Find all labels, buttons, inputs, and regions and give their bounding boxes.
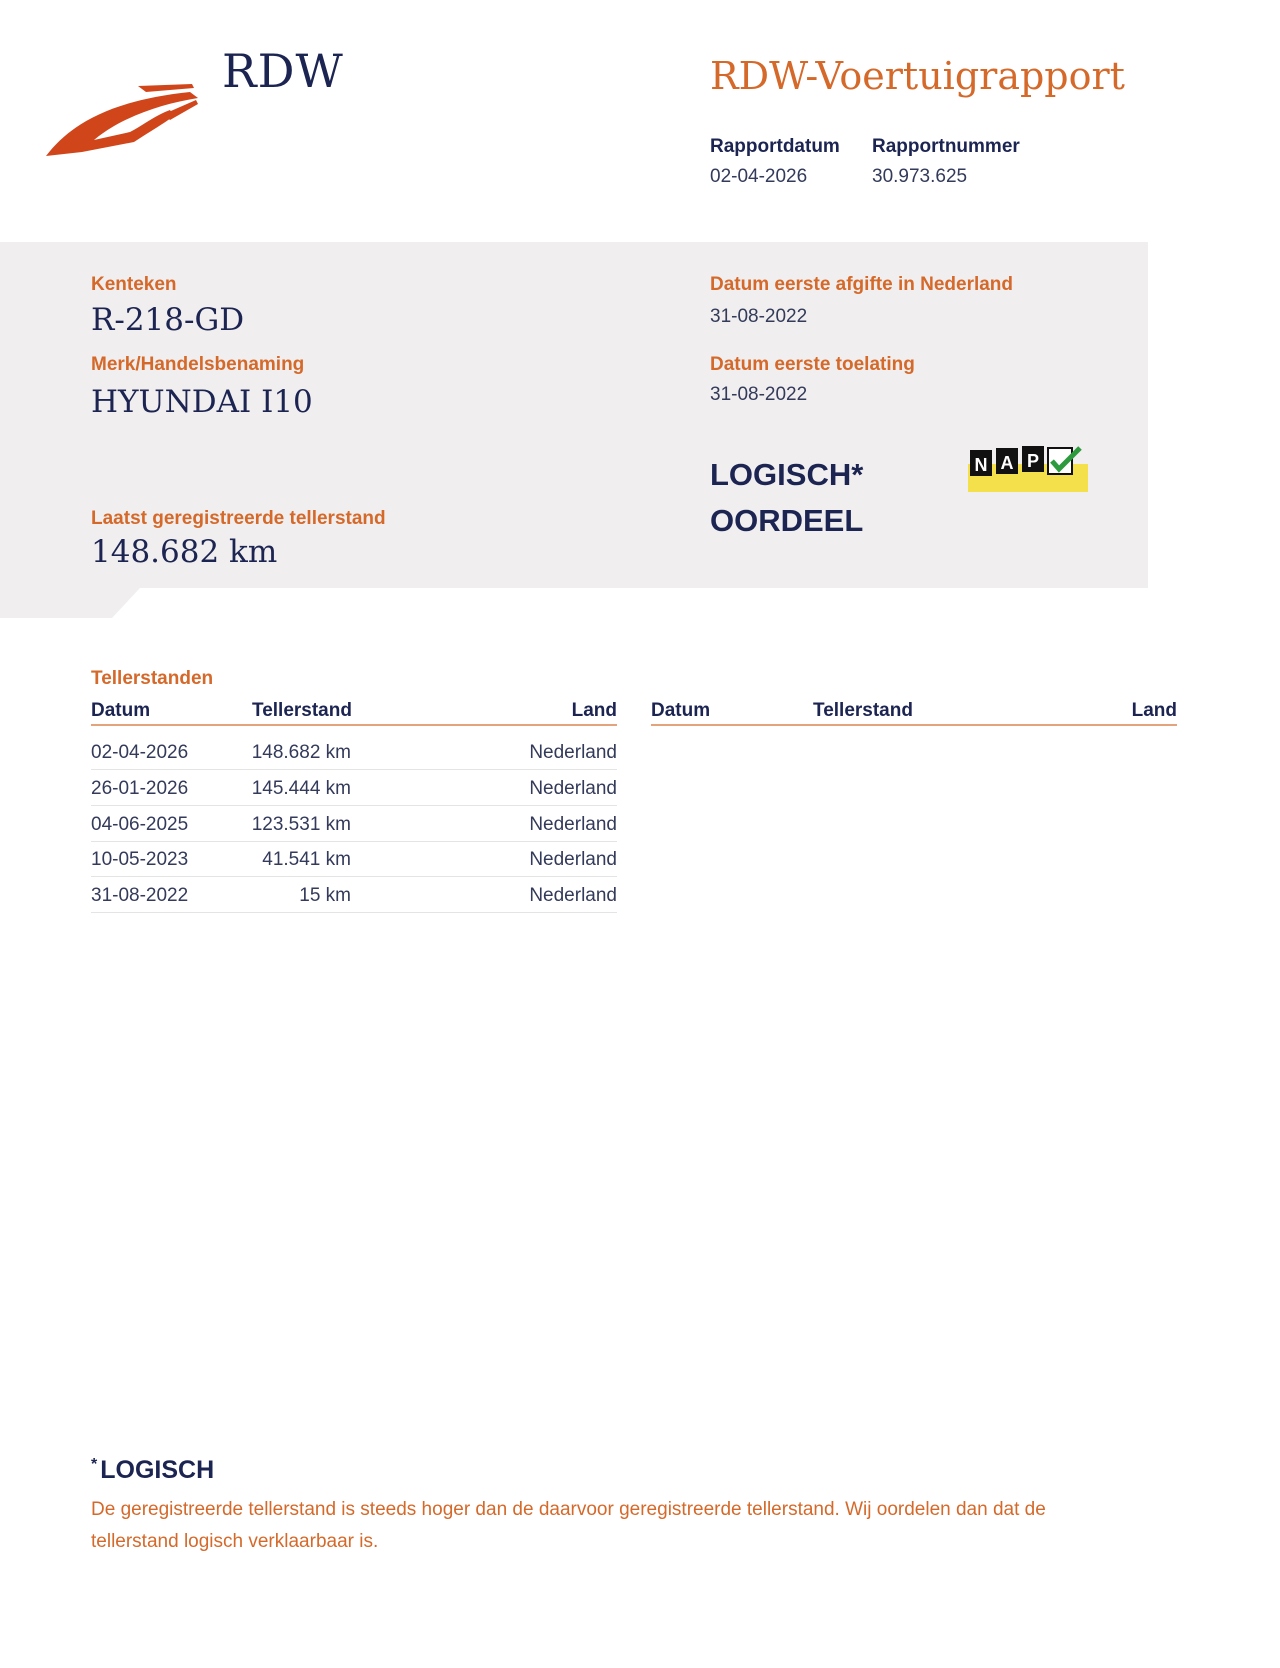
table-row [91,806,617,842]
table-row [91,841,617,877]
row-country: Nederland [529,778,617,799]
first-admission-value: 31-08-2022 [710,384,808,405]
make-value: HYUNDAI I10 [91,384,313,420]
rdw-logo-icon [42,70,202,160]
table-row [91,770,617,806]
row-country: Nederland [529,814,617,835]
row-date: 04-06-2025 [91,814,189,835]
row-odometer: 145.444 km [251,778,351,799]
table-row [91,734,617,770]
col-header-date-right: Datum [651,700,711,721]
col-header-country: Land [571,700,617,721]
col-header-country-right: Land [1131,700,1177,721]
report-number: 30.973.625 [872,166,968,187]
col-header-odometer: Tellerstand [252,700,352,721]
plate-value: R-218-GD [91,302,245,338]
panel-tail-shape [0,588,140,618]
row-odometer: 41.541 km [262,849,351,870]
nap-letter-n: N [974,455,988,475]
readings-section-label: Tellerstanden [91,668,214,689]
row-odometer: 148.682 km [251,742,351,763]
logo-text: RDW [222,44,344,98]
footnote-star: * [91,1456,98,1473]
table-row [91,877,617,913]
report-title: RDW-Voertuigrapport [710,54,1125,98]
col-header-date: Datum [91,700,151,721]
footnote-title [91,1456,214,1485]
report-number-label: Rapportnummer [872,136,1020,157]
first-issue-nl-value: 31-08-2022 [710,306,808,327]
row-date: 26-01-2026 [91,778,189,799]
first-issue-nl-label: Datum eerste afgifte in Nederland [710,274,1014,295]
odometer-value: 148.682 km [91,534,278,570]
row-odometer: 15 km [299,885,351,906]
row-date: 02-04-2026 [91,742,189,763]
header-underline-right [651,724,1177,726]
plate-label: Kenteken [91,274,177,295]
report-date: 02-04-2026 [710,166,808,187]
row-date: 10-05-2023 [91,849,189,870]
verdict-line1: LOGISCH* [710,457,864,492]
report-date-label: Rapportdatum [710,136,840,157]
odometer-label: Laatst geregistreerde tellerstand [91,508,386,529]
nap-badge [968,446,1088,496]
verdict-line2: OORDEEL [710,503,864,538]
row-country: Nederland [529,849,617,870]
row-date: 31-08-2022 [91,885,189,906]
verdict [710,452,863,544]
row-country: Nederland [529,885,617,906]
row-country: Nederland [529,742,617,763]
footnote-text: De geregistreerde tellerstand is steeds hoger dan de daarvoor geregistreerde tellerstand. Wij oordelen dan dat de tellerstand logisch verklaarbaar is. [91,1499,1046,1552]
make-label: Merk/Handelsbenaming [91,354,305,375]
first-admission-label: Datum eerste toelating [710,354,915,375]
header-underline-left [91,724,617,726]
footnote-title-text: LOGISCH [100,1456,215,1484]
row-odometer: 123.531 km [251,814,351,835]
col-header-odometer-right: Tellerstand [813,700,913,721]
nap-letter-p: P [1026,451,1040,471]
nap-letter-a: A [1000,453,1014,473]
